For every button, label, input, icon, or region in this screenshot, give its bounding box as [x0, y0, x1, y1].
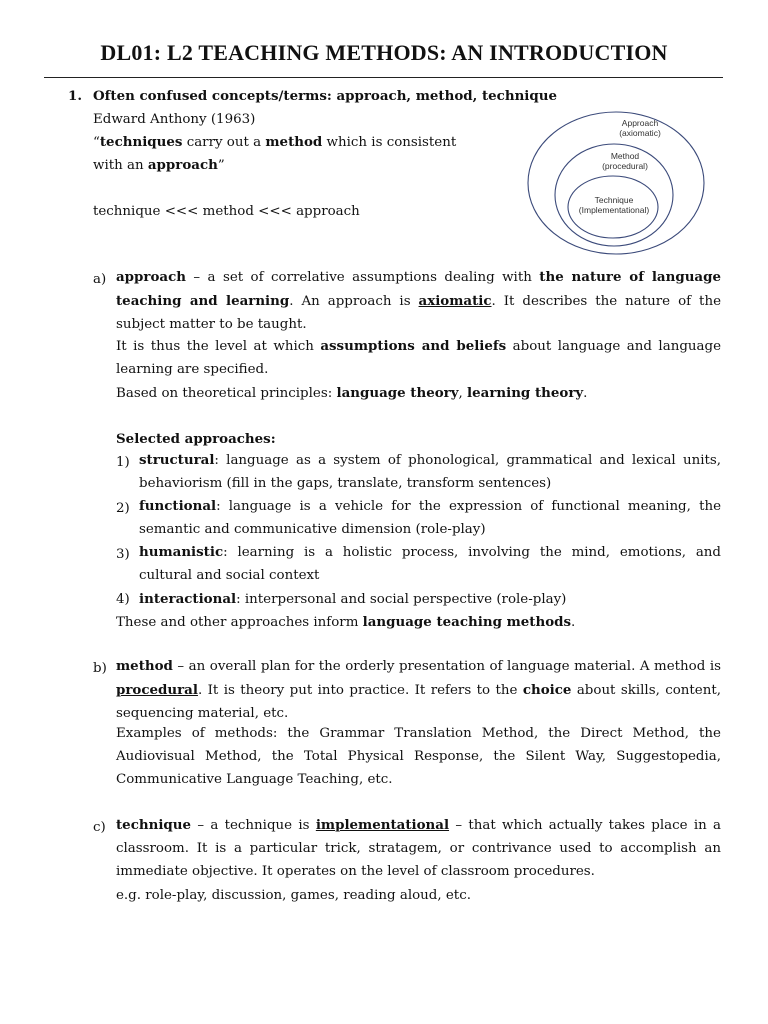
section-heading: Often confused concepts/terms: approach, method, technique	[93, 88, 558, 104]
list-item: structural: language as a system of phonological, grammatical and lexical units, behaviorism (fill in the gaps, translate, transform sentences)	[139, 452, 721, 491]
section-number: 1.	[68, 88, 82, 104]
technique-definition: technique – a technique is implementational – that which actually takes place in a classroom. It is a particular trick, stratagem, or contrivance used to accomplish an immediate objective. It operates on the level of classroom procedures.	[116, 817, 722, 879]
method-sublabel: (procedural)	[602, 161, 648, 171]
list-number: 2)	[116, 501, 130, 516]
method-label: Method	[610, 151, 640, 161]
list-number: 4)	[116, 592, 130, 607]
approach-ellipse	[528, 112, 704, 254]
approach-definition: approach – a set of correlative assumptions dealing with the nature of language teaching and learning. An approach is axiomatic. It describes the nature of the subject matter to be taught.	[116, 269, 721, 332]
list-number: 1)	[116, 455, 130, 470]
approach-label: Approach	[621, 118, 659, 128]
hierarchy-line: technique <<< method <<< approach	[93, 204, 360, 219]
technique-label: Technique	[594, 195, 634, 205]
selected-approaches-heading: Selected approaches:	[116, 431, 276, 447]
author-citation: Edward Anthony (1963)	[93, 112, 256, 127]
item-b-letter: b)	[93, 661, 107, 676]
title-divider	[44, 77, 723, 78]
list-item: functional: language is a vehicle for the expression of functional meaning, the semantic and communicative dimension (role-play)	[139, 498, 721, 537]
quote-line-1: “techniques carry out a method which is consistent	[93, 134, 457, 150]
concept-diagram	[526, 109, 706, 257]
technique-sublabel: (Implementational)	[578, 205, 650, 215]
method-examples: Examples of methods: the Grammar Translation Method, the Direct Method, the Audiovisual Method, the Total Physical Response, the Silent Way, Suggestopedia, Communicative Language Teaching, etc.	[116, 726, 721, 787]
method-definition: method – an overall plan for the orderly presentation of language material. A method is procedural. It is theory put into practice. It refers to the choice about skills, content, sequencing material, etc.	[116, 658, 721, 721]
page-title: DL01: L2 TEACHING METHODS: AN INTRODUCTION	[100, 40, 668, 65]
quote-line-2: with an approach”	[93, 157, 225, 173]
list-item: humanistic: learning is a holistic process, involving the mind, emotions, and cultural and social context	[139, 544, 721, 583]
item-c-letter: c)	[93, 820, 106, 835]
item-a-letter: a)	[93, 272, 107, 287]
approach-sublabel: (axiomatic)	[619, 128, 661, 138]
list-item: interactional: interpersonal and social perspective (role-play)	[139, 591, 567, 607]
approach-level-paragraph: It is thus the level at which assumptions and beliefs about language and language learning are specified.	[116, 338, 721, 377]
approaches-closing: These and other approaches inform language teaching methods.	[116, 614, 576, 630]
approach-principles: Based on theoretical principles: language theory, learning theory.	[116, 385, 588, 401]
technique-examples: e.g. role-play, discussion, games, reading aloud, etc.	[116, 888, 471, 903]
list-number: 3)	[116, 547, 130, 562]
